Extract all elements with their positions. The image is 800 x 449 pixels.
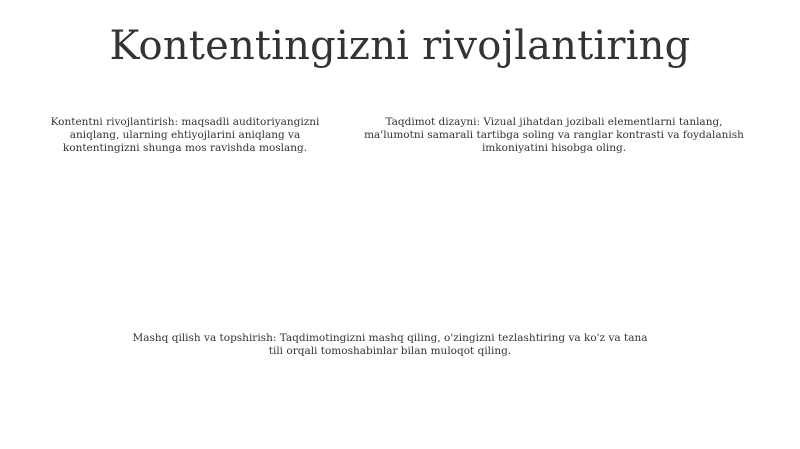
text-block-practice-delivery: Mashq qilish va topshirish: Taqdimotingizni mashq qiling, o'zingizni tezlashtiring va ko'z va tana tili orqali tomoshabinlar bilan muloqot qiling.	[132, 332, 648, 357]
text-block-content-development: Kontentni rivojlantirish: maqsadli auditoriyangizni aniqlang, ularning ehtiyojlarini aniqlang va kontentingizni shunga mos ravishda moslang.	[50, 116, 320, 154]
slide-title: Kontentingizni rivojlantiring	[109, 23, 691, 69]
text-block-presentation-design: Taqdimot dizayni: Vizual jihatdan jozibali elementlarni tanlang, ma'lumotni samarali tartibga soling va ranglar kontrasti va foydalanish imkoniyatini hisobga oling.	[364, 116, 744, 154]
